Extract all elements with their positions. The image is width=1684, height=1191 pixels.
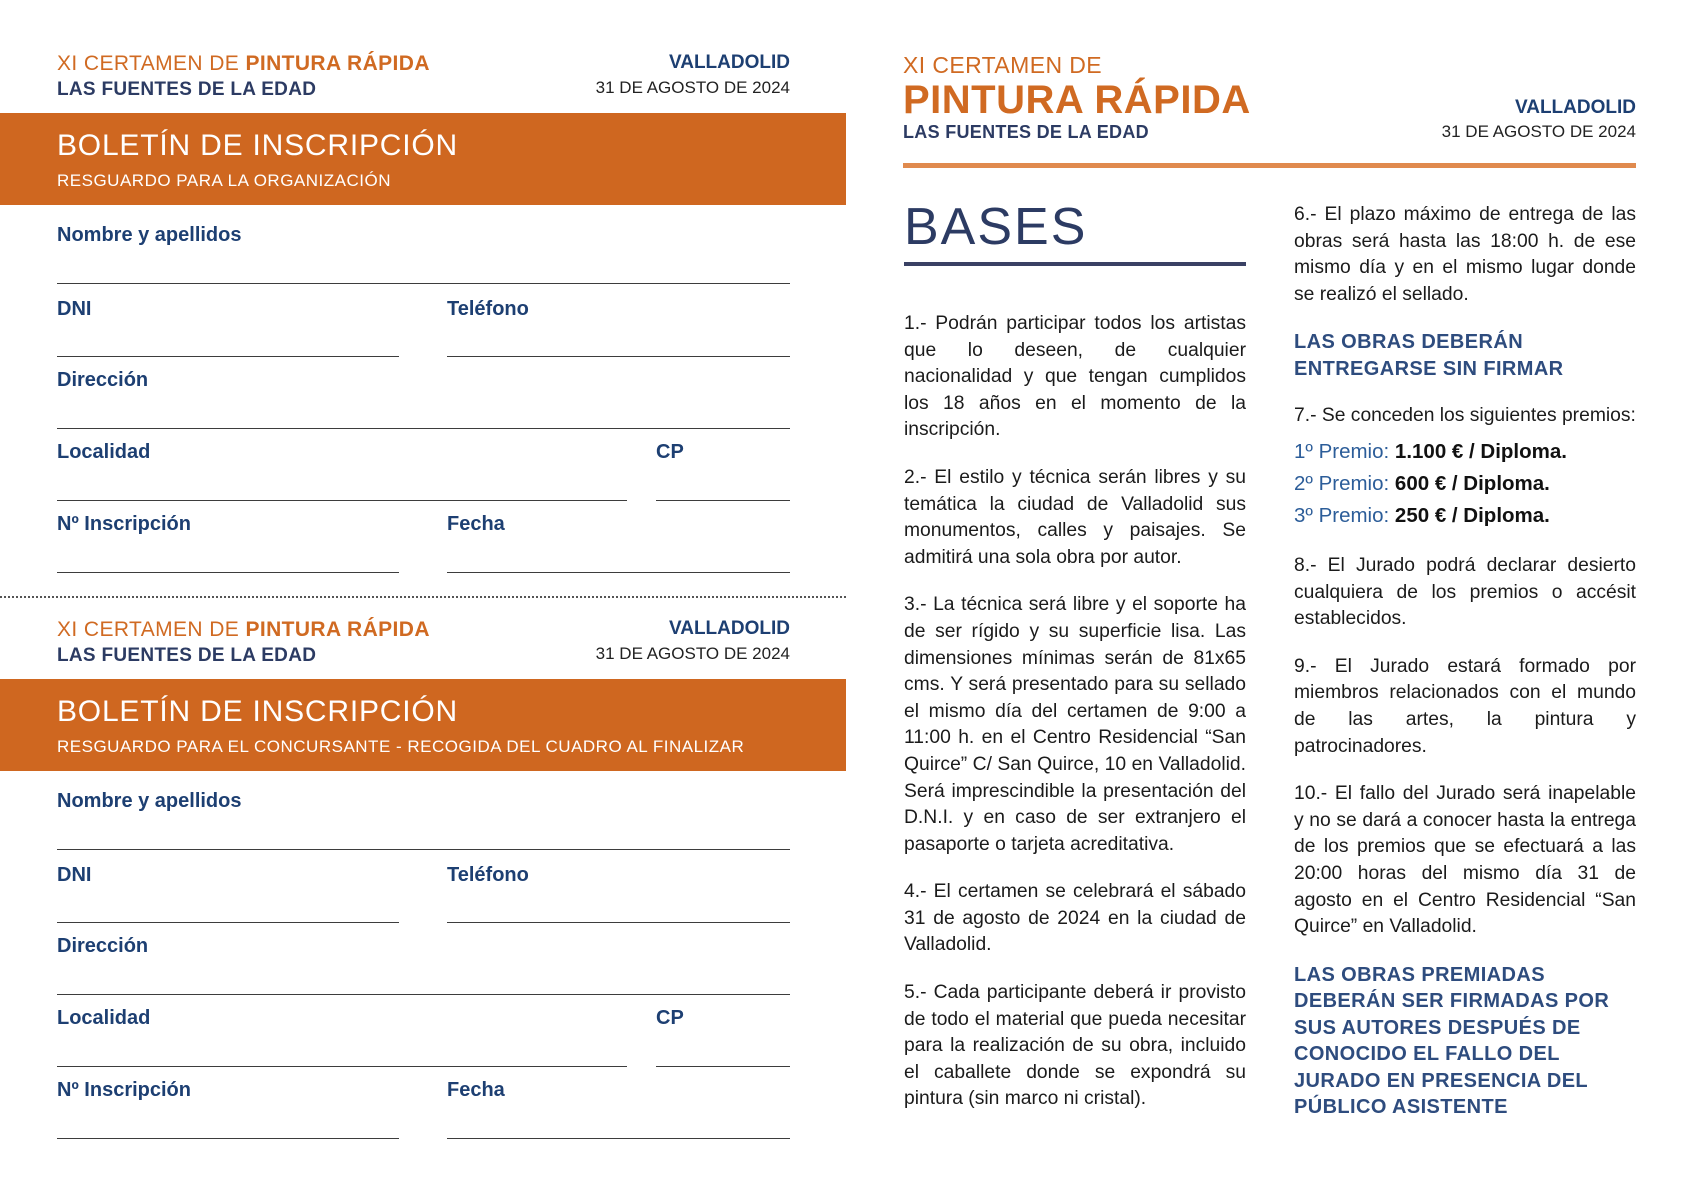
phone-label: Teléfono: [447, 864, 529, 886]
postal-field[interactable]: [656, 1066, 790, 1067]
name-label: Nombre y apellidos: [57, 790, 242, 812]
notice-signed: LAS OBRAS PREMIADAS DEBERÁN SER FIRMADAS POR SUS AUTORES DESPUÉS DE CONOCIDO EL FALLO DEL JURADO EN PRESENCIA DEL PÚBLICO ASISTENTE: [1294, 963, 1610, 1119]
rule-7: 7.- Se conceden los siguientes premios:: [1294, 405, 1636, 427]
bases-header-event: PINTURA RÁPIDA: [903, 78, 1251, 122]
date-field[interactable]: [447, 1138, 790, 1139]
rule-6: 6.- El plazo máximo de entrega de las obras será hasta las 18:00 h. de ese mismo día y en el mismo lugar donde se realizó el sellado.: [1294, 204, 1636, 305]
city-field[interactable]: [57, 500, 627, 501]
date-label: Fecha: [447, 1079, 505, 1101]
address-label: Dirección: [57, 369, 149, 391]
rule-5: 5.- Cada participante deberá ir provisto de todo el material que pueda necesitar para la realización de su obra, incluido el caballete donde se expondrá su pintura (sin marco ni cristal).: [904, 982, 1246, 1110]
dni-label: DNI: [57, 864, 92, 886]
bases-column-left: [904, 311, 1246, 1134]
rule-1: 1.- Podrán participar todos los artistas que lo deseen, de cualquier nacionalidad y que tengan cumplidos los 18 años en el momento de la inscripción.: [904, 313, 1246, 441]
form-banner: [0, 113, 846, 205]
form-header-date: 31 DE AGOSTO DE 2024: [595, 78, 790, 97]
bases-header-edition: XI CERTAMEN DE: [903, 52, 1102, 78]
rule-4: 4.- El certamen se celebrará el sábado 31 de agosto de 2024 en la ciudad de Valladolid.: [904, 881, 1246, 956]
phone-field[interactable]: [447, 356, 790, 357]
prize-3: 3º Premio: 250 € / Diploma.: [1294, 503, 1550, 527]
rule-3: 3.- La técnica será libre y el soporte ha de ser rígido y su superficie lisa. Las dimensiones mínimas serán de 81x65 cms. Y será presentado para su sellado el mismo día del certamen de 9:00 a 11:00 h. en el Centro Residencial “San Quirce” C/ San Quirce, 10 en Valladolid. Será imprescindible la presentación del D.N.I. y en caso de ser extranjero el pasaporte o tarjeta acreditativa.: [904, 594, 1246, 855]
rule-8: 8.- El Jurado podrá declarar desierto cualquiera de los premios o accésit establecidos.: [1294, 554, 1636, 630]
rule-9: 9.- El Jurado estará formado por miembros relacionados con el mundo de las artes, la pintura y patrocinadores.: [1294, 655, 1636, 757]
form-title: BOLETÍN DE INSCRIPCIÓN: [57, 695, 458, 728]
postal-label: CP: [656, 441, 684, 463]
header-divider: [903, 163, 1636, 168]
name-label: Nombre y apellidos: [57, 224, 242, 246]
form-title: BOLETÍN DE INSCRIPCIÓN: [57, 129, 458, 162]
form-header-subtitle: LAS FUENTES DE LA EDAD: [57, 79, 317, 100]
form-subtitle: RESGUARDO PARA LA ORGANIZACIÓN: [57, 171, 391, 190]
phone-label: Teléfono: [447, 298, 529, 320]
bases-title: BASES: [904, 198, 1088, 256]
name-field[interactable]: [57, 283, 790, 284]
city-field[interactable]: [57, 1066, 627, 1067]
dni-label: DNI: [57, 298, 92, 320]
phone-field[interactable]: [447, 922, 790, 923]
registration-label: Nº Inscripción: [57, 1079, 191, 1101]
form-header-title: XI CERTAMEN DE PINTURA RÁPIDA: [57, 52, 430, 75]
bases-header-subtitle: LAS FUENTES DE LA EDAD: [903, 122, 1149, 142]
form-header-title: XI CERTAMEN DE PINTURA RÁPIDA: [57, 618, 430, 641]
address-label: Dirección: [57, 935, 149, 957]
date-field[interactable]: [447, 572, 790, 573]
prize-1: 1º Premio: 1.100 € / Diploma.: [1294, 439, 1567, 463]
form-banner: [0, 679, 846, 771]
form-header-date: 31 DE AGOSTO DE 2024: [595, 644, 790, 663]
form-subtitle: RESGUARDO PARA EL CONCURSANTE - RECOGIDA DEL CUADRO AL FINALIZAR: [57, 737, 745, 756]
name-field[interactable]: [57, 849, 790, 850]
form-header-city: VALLADOLID: [668, 618, 790, 639]
city-label: Localidad: [57, 441, 151, 463]
form-header-city: VALLADOLID: [668, 52, 790, 73]
rule-2: 2.- El estilo y técnica serán libres y su temática la ciudad de Valladolid sus monumentos, calles y paisajes. Se admitirá una sola obra por autor.: [904, 466, 1246, 568]
registration-field[interactable]: [57, 1138, 399, 1139]
date-label: Fecha: [447, 513, 505, 535]
cut-line: [0, 596, 846, 598]
address-field[interactable]: [57, 994, 790, 995]
form-header-subtitle: LAS FUENTES DE LA EDAD: [57, 645, 317, 666]
notice-unsigned: LAS OBRAS DEBERÁN ENTREGARSE SIN FIRMAR: [1294, 331, 1564, 380]
dni-field[interactable]: [57, 922, 399, 923]
bases-column-right: [1294, 202, 1636, 1142]
prize-2: 2º Premio: 600 € / Diploma.: [1294, 471, 1550, 495]
address-field[interactable]: [57, 428, 790, 429]
postal-label: CP: [656, 1007, 684, 1029]
city-label: Localidad: [57, 1007, 151, 1029]
rule-10: 10.- El fallo del Jurado será inapelable y no se dará a conocer hasta la entrega de los premios que se efectuará a las 20:00 horas del mismo día 31 de agosto en el Centro Residencial “San Quirce” en Valladolid.: [1294, 783, 1636, 938]
bases-title-underline: [904, 262, 1246, 266]
bases-header-city: VALLADOLID: [1514, 97, 1636, 118]
registration-field[interactable]: [57, 572, 399, 573]
dni-field[interactable]: [57, 356, 399, 357]
bases-header-date: 31 DE AGOSTO DE 2024: [1441, 122, 1636, 141]
postal-field[interactable]: [656, 500, 790, 501]
registration-label: Nº Inscripción: [57, 513, 191, 535]
